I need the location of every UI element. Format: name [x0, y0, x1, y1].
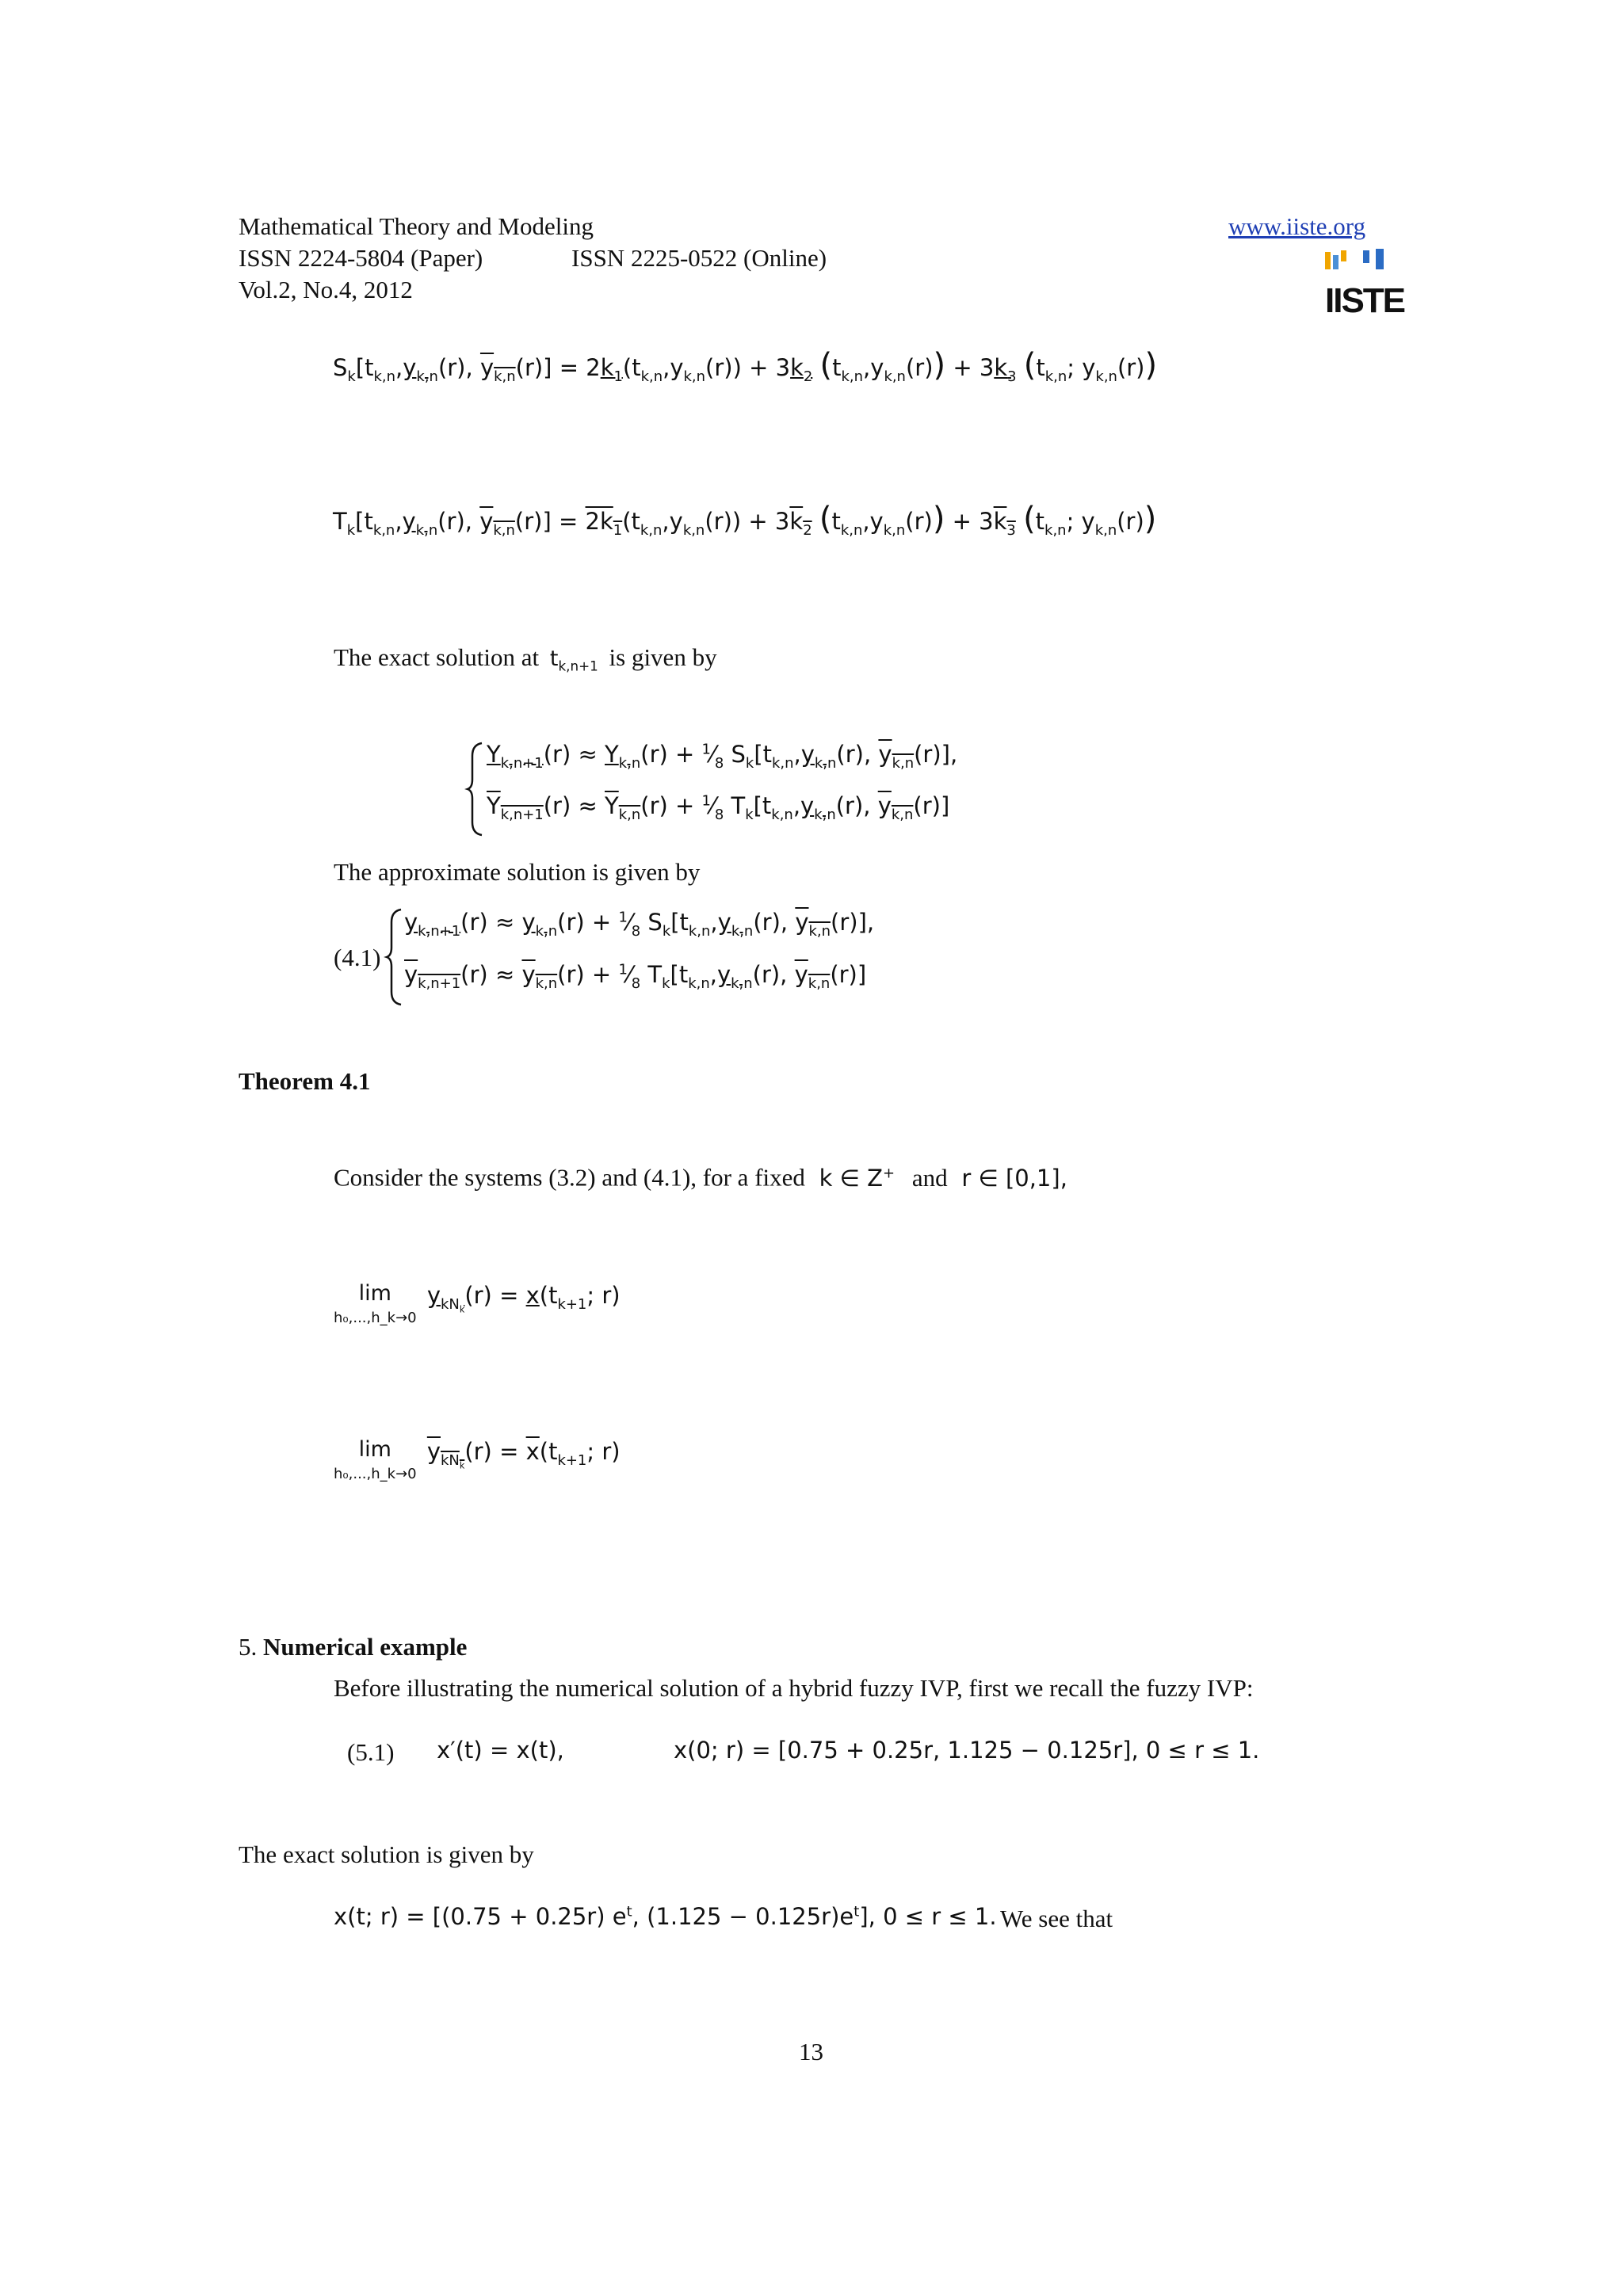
theorem-statement: Consider the systems (3.2) and (4.1), for a fixed k ∈ Z+ and r ∈ [0,1], [334, 1163, 1067, 1192]
issn-paper: ISSN 2224-5804 (Paper) [239, 244, 483, 272]
approx-system-brace [387, 908, 404, 1010]
page-number: 13 [799, 2038, 823, 2065]
issn-online: ISSN 2225-0522 (Online) [571, 244, 827, 272]
approx-solution-text: The approximate solution is given by [334, 858, 701, 886]
limit-lower: lim h₀,...,h_k→0 $y_{kN_k}(r) = x(t_{k+1}$; r) [334, 1281, 621, 1326]
section-intro: Before illustrating the numerical solution of a hybrid fuzzy IVP, first we recall the fuzzy IVP: [334, 1674, 1254, 1702]
exact-system-brace [468, 742, 485, 841]
equation-label-4-1: (4.1) [334, 944, 381, 971]
approx-system-line-2: $y_{k,n+1}(r) \approx y_{k,n}(r)$ + $^1⁄_8$ $T_k[t_{k,n},y_{k,n}(r)$, $y_{k,n}(r)$] [404, 961, 867, 992]
logo-text: IISTE [1325, 281, 1405, 320]
iiste-logo [1323, 247, 1405, 320]
website-link[interactable]: www.iiste.org [1228, 212, 1366, 240]
equation-label-5-1: (5.1) [347, 1738, 395, 1766]
equation-5-1-initial: x(0; r) = [0.75 + 0.25r, 1.125 − 0.125r], 0 ≤ r ≤ 1. [674, 1737, 1260, 1764]
exact-solution-at-text: The exact solution at $t_{k,n+1}$ is given by [334, 643, 717, 674]
exact-solution-given-text: The exact solution is given by [239, 1840, 534, 1868]
exact-system-line-1: $Y_{k,n+1}(r) \approx Y_{k,n}(r)$ + $^1⁄_8$ $S_k[t_{k,n},y_{k,n}(r)$, $y_{k,n}(r)$], [487, 741, 958, 772]
section-heading: 5. Numerical example [239, 1633, 468, 1661]
exact-system-line-2: $Y_{k,n+1}(r) \approx Y_{k,n}(r)$ + $^1⁄_8$ $T_k[t_{k,n},y_{k,n}(r)$, $y_{k,n}(r)$] [487, 792, 950, 823]
journal-title: Mathematical Theory and Modeling [239, 212, 594, 240]
equation-t-k: $T_k[t_{k,n},y_{k,n}(r)$, $y_{k,n}(r)] = 2k_1(t_{k,n},y_{k,n}(r)) + 3k_2$ $(t_{k,n},y_{k,n}(r)) + 3k_3$ ($t_{k,n}$; $y_{k,n}(r)$) [333, 501, 1157, 539]
exact-solution-formula: x(t; r) = [(0.75 + 0.25r) $e^t$, $(1.125 - 0.125r)e^t$], 0 ≤ r ≤ 1. [334, 1903, 997, 1930]
approx-system-line-1: $y_{k,n+1}(r) \approx y_{k,n}(r)$ + $^1⁄_8$ $S_k[t_{k,n},y_{k,n}(r)$, $y_{k,n}(r)$], [404, 909, 875, 940]
volume-info: Vol.2, No.4, 2012 [239, 276, 413, 303]
we-see-that-text: We see that [1000, 1905, 1113, 1932]
limit-upper: lim h₀,...,h_k→0 $y_{kN_k}(r) = \overline{x}(t_{k+1}$; r) [334, 1437, 621, 1482]
equation-s-k: $S_k[t_{k,n},y_{k,n}(r)$, $y_{k,n}(r)] = 2k_1(t_{k,n},y_{k,n}(r)) + 3k_2$ $(t_{k,n},y_{k,n}(r)) + 3k_3$ ($t_{k,n}$; $y_{k,n}(r)$) [333, 347, 1158, 385]
theorem-title: Theorem 4.1 [239, 1067, 371, 1095]
equation-5-1-ode: x′(t) = x(t), [437, 1737, 564, 1764]
